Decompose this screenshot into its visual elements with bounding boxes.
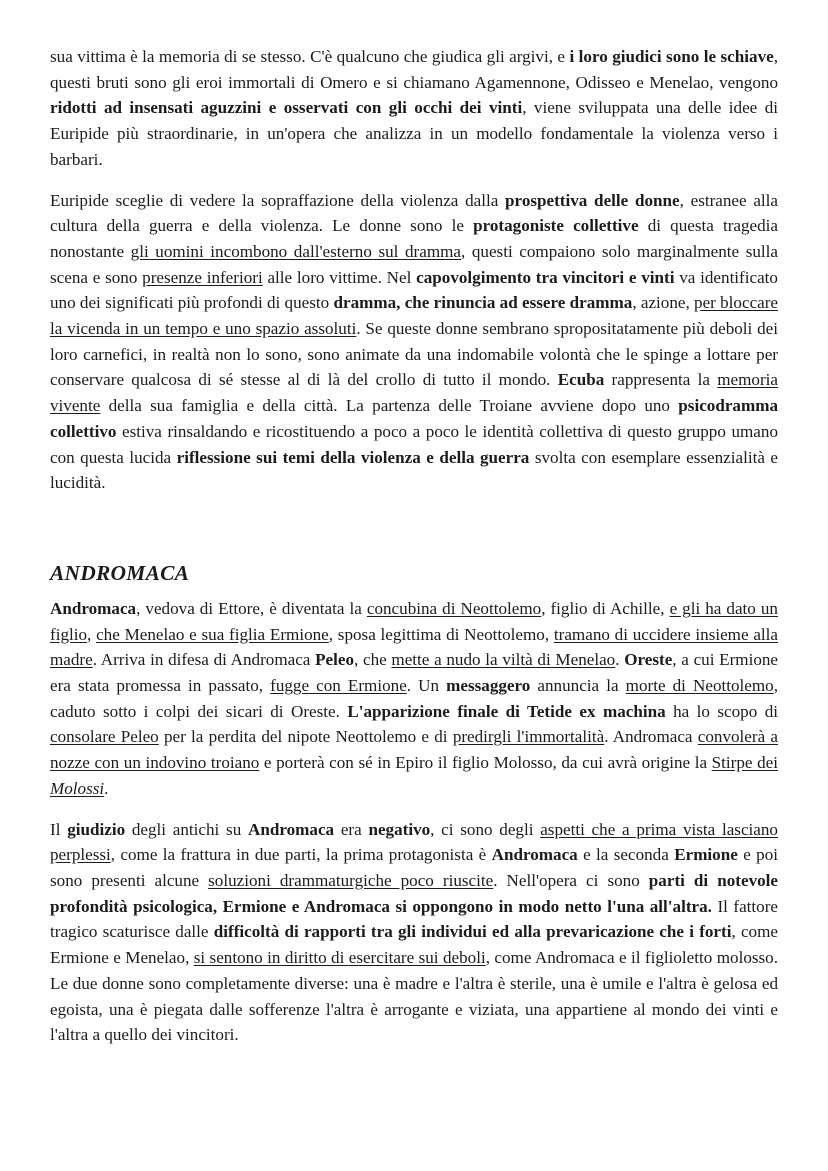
text-run: , questi compaiono solo marginalmente sulla scena e sono [50, 241, 778, 287]
text-run: Il fattore tragico scaturisce dalle [50, 896, 778, 942]
bold-text: i loro giudici sono le schiave [569, 47, 774, 66]
bold-text: ridotti ad insensati aguzzini e osservati con gli occhi dei vinti [50, 98, 523, 118]
bold-text: Oreste [624, 650, 673, 670]
text-run: , [87, 624, 97, 644]
text-run: . Nell'opera ci sono [493, 870, 649, 890]
text-run: della sua famiglia e della città. La partenza delle Troiane avviene dopo uno [100, 396, 679, 416]
bold-text: L'apparizione finale di Tetide ex machina [347, 701, 666, 721]
underlined-text: per bloccare la vicenda in un tempo e uno spazio assoluti [50, 293, 779, 339]
text-run: era [334, 819, 369, 839]
text-run: va identificato uno dei significati più profondi di questo [50, 267, 778, 313]
underlined-text: aspetti che a prima vista lasciano perplessi [50, 819, 778, 865]
text-run: , come la frattura in due parti, la prima protagonista è [110, 845, 492, 865]
underlined-text: consolare Peleo [50, 727, 159, 747]
text-run: , sposa legittima di Neottolemo, [328, 624, 554, 644]
underlined-text: si sentono in diritto di esercitare sui deboli [193, 948, 486, 968]
text-run: , vedova di Ettore, è diventata la [136, 598, 367, 618]
text-run: . Se queste donne sembrano spropositatamente più deboli dei loro carnefici, in realtà non lo sono, sono animate da una indomabile volontà che le spinge a lottare per conservare qualcosa di sé stesse al di là del crollo di tutto il mondo. [50, 319, 779, 390]
underlined-text: soluzioni drammaturgiche poco riuscite [208, 870, 494, 890]
text-run: ha lo scopo di [665, 701, 778, 721]
section-heading-andromaca: ANDROMACA [50, 560, 190, 585]
bold-text: giudizio [67, 819, 126, 839]
text-run: , come Ermione e Menelao, [50, 922, 778, 968]
paragraph-andromaca-plot [50, 596, 778, 802]
underlined-text: che Menelao e sua figlia Ermione [96, 624, 329, 644]
underlined-text: predirgli l'immortalità [452, 727, 605, 747]
text-run: . Arriva in difesa di Andromaca [92, 650, 316, 670]
paragraph-euripide-women [50, 188, 778, 496]
text-run: . Andromaca [604, 727, 698, 747]
text-run: , come Andromaca e il figlioletto molosso. Le due donne sono completamente diverse: una è madre e l'altra è sterile, una è umile e l'altra è gelosa ed egoista, una è piegata dalle sofferenze l'altra è arrogante e viziata, una appartiene al mondo dei vinti e l'altra a quello dei vincitori. [50, 948, 778, 1045]
underlined-text: mette a nudo la viltà di Menelao [391, 650, 616, 670]
underlined-text: tramano di uccidere insieme alla madre [50, 624, 778, 670]
text-run: sua vittima è la memoria di se stesso. C'è qualcuno che giudica gli argivi, e [50, 47, 570, 66]
text-run: , questi bruti sono gli eroi immortali di Omero e si chiamano Agamennone, Odisseo e Menelao, vengono [50, 47, 778, 92]
text-run: . [104, 778, 109, 798]
text-run: , viene sviluppata una delle idee di Euripide più straordinarie, in un'opera che analizza in un modello fondamentale la violenza verso i barbari. [50, 98, 778, 169]
bold-text: dramma, che rinuncia ad essere dramma [333, 293, 633, 313]
underlined-text: convolerà a nozze con un indovino troiano [50, 727, 779, 773]
underlined-text: presenze inferiori [142, 267, 263, 287]
underlined-text: Stirpe dei [711, 753, 779, 773]
text-run: , caduto sotto i colpi dei sicari di Oreste. [50, 676, 778, 721]
bold-text: riflessione sui temi della violenza e della guerra [176, 447, 530, 467]
text-run: estiva rinsaldando e ricostituendo a poco a poco le identità collettiva di questo gruppo umano con questa lucida [50, 421, 778, 467]
text-run: e poi sono presenti alcune [50, 845, 778, 890]
bold-text: difficoltà di rapporti tra gli individui ed alla prevaricazione che i forti [213, 922, 732, 942]
text-run: degli antichi su [125, 819, 248, 839]
italic-underlined-text: Molossi [50, 778, 105, 798]
text-run: rappresenta la [604, 370, 718, 390]
underlined-text: morte di Neottolemo [625, 676, 774, 696]
document-page [50, 44, 778, 1048]
underlined-text: e gli ha dato un figlio [50, 598, 778, 644]
text-run: Il [50, 819, 68, 839]
text-run: , figlio di Achille, [541, 598, 670, 618]
text-run: alle loro vittime. Nel [262, 267, 417, 287]
text-run: . Un [406, 676, 447, 696]
bold-text: capovolgimento tra vincitori e vinti [416, 267, 675, 287]
text-run: annuncia la [530, 676, 626, 696]
bold-text: psicodramma collettivo [50, 396, 778, 441]
paragraph-andromaca-judgement [50, 817, 778, 1048]
bold-text: Ecuba [557, 370, 605, 390]
bold-text: Peleo [315, 650, 355, 670]
paragraph-troiane-end [50, 44, 778, 173]
bold-text: parti di notevole profondità psicologica, Ermione e Andromaca si oppongono in modo netto l'una all'altra. [50, 870, 778, 916]
text-run: , estranee alla cultura della guerra e della violenza. Le donne sono le [50, 190, 779, 236]
bold-text: Andromaca [247, 819, 335, 839]
underlined-text: concubina di Neottolemo [366, 598, 542, 618]
text-run: Euripide sceglie di vedere la sopraffazione della violenza dalla [50, 190, 506, 210]
text-run: per la perdita del nipote Neottolemo e di [158, 727, 453, 747]
underlined-text: gli uomini incombono dall'esterno sul dramma [130, 241, 462, 261]
bold-text: messaggero [446, 676, 531, 696]
text-run: , che [354, 650, 392, 670]
text-run: svolta con esemplare essenzialità e lucidità. [50, 447, 778, 493]
bold-text: Ermione [674, 845, 738, 865]
text-run: di questa tragedia nonostante [50, 216, 778, 261]
bold-text: protagoniste collettive [473, 216, 639, 236]
underlined-text: memoria vivente [50, 370, 778, 416]
text-run: , azione, [632, 293, 695, 313]
bold-text: Andromaca [50, 598, 137, 618]
bold-text: negativo [368, 819, 431, 839]
bold-text: prospettiva delle donne [505, 190, 680, 210]
text-run: e la seconda [577, 845, 675, 865]
text-run: , a cui Ermione era stata promessa in passato, [50, 650, 779, 696]
text-run: , ci sono degli [430, 819, 541, 839]
text-run: e porterà con sé in Epiro il figlio Molosso, da cui avrà origine la [259, 753, 712, 773]
bold-text: Andromaca [491, 845, 578, 865]
underlined-text: fugge con Ermione [270, 676, 407, 696]
text-run: . [615, 650, 625, 670]
